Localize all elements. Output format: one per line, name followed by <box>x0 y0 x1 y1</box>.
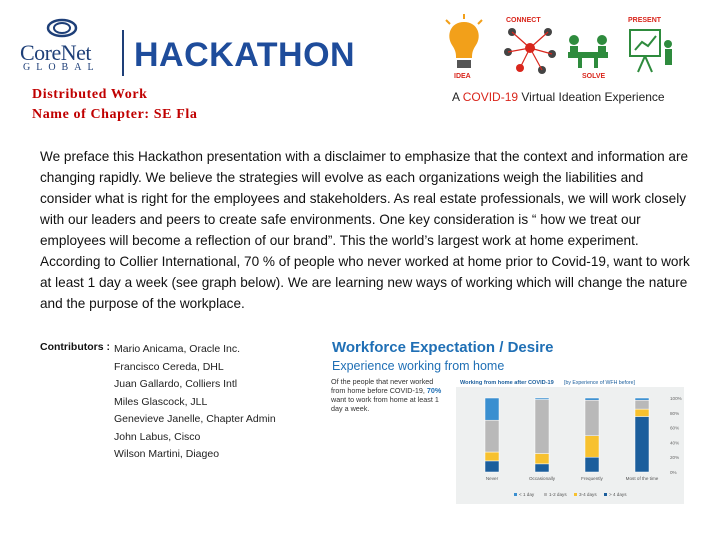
legend-swatch <box>544 493 547 496</box>
bar-segment <box>585 400 599 436</box>
chapter-name: Name of Chapter: SE Fla <box>32 107 198 122</box>
contributor-item: Genevieve Janelle, Chapter Admin <box>114 413 276 425</box>
contributor-item: John Labus, Cisco <box>114 430 201 443</box>
contributor-item: Wilson Martini, Diageo <box>114 448 220 460</box>
x-tick-label: Most of the time <box>625 476 659 481</box>
legend-swatch <box>604 493 607 496</box>
svg-text:IDEA: IDEA <box>454 73 471 80</box>
bar-segment <box>635 400 649 409</box>
bar-segment <box>635 417 649 473</box>
legend-label: > 4 days <box>609 492 627 497</box>
x-tick-label: Frequently <box>581 476 603 481</box>
legend-swatch <box>514 493 517 496</box>
contributor-item: Mario Anicama, Oracle Inc. <box>114 343 241 355</box>
logo-divider <box>122 30 124 76</box>
contributors-label: Contributors : <box>40 341 110 353</box>
svg-text:PRESENT: PRESENT <box>628 17 662 24</box>
highlight-percent: 70% <box>426 386 442 395</box>
network-icon <box>504 28 556 74</box>
x-tick-label: Occasionally <box>528 476 556 481</box>
chart-subtitle: [by Experience of WFH before] <box>564 380 635 386</box>
contributor-item: Miles Glascock, JLL <box>114 395 208 408</box>
hackathon-logo-text: HACKATHON <box>134 36 356 74</box>
bar-segment <box>585 457 599 472</box>
y-tick-label: 60% <box>670 425 680 431</box>
workforce-description: Of the people that never worked from home before COVID-19, 70% want to work from home at least 1 day a week. <box>331 377 442 413</box>
workforce-title: Workforce Expectation / Desire <box>332 339 554 356</box>
bar-segment <box>585 398 599 400</box>
contributor-item: Juan Gallardo, Colliers Intl <box>114 378 238 390</box>
wfh-chart-svg <box>456 376 684 504</box>
bar-segment <box>485 461 499 472</box>
global-logo-text: GLOBAL <box>23 62 100 73</box>
corenet-logo-text: CoreNet <box>20 40 92 65</box>
bar-segment <box>485 420 499 452</box>
slide-title: Distributed Work <box>32 87 148 102</box>
contributors-list <box>114 341 276 464</box>
bar-segment <box>635 409 649 416</box>
body-paragraph: We preface this Hackathon presentation with a disclaimer to emphasize that the context and information are changing rapidly. We believe the strategies will evolve as each organizations weigh the liabilities and consider what is right for the employees and stakeholders. As real estate professionals, we will work closely with our leaders and peers to create safe environments. One key consideration is “ how we treat our employees will become a reflection of our brand”. This the world’s largest work at home experiment. According to Collier International, 70 % of people who never worked at home prior to Covid-19, want to work at least 1 day a week (see graph below). We are learning new ways of working which will change the nature and the purpose of the workplace. <box>40 149 690 311</box>
chart-title: Working from home after COVID-19 <box>460 380 554 386</box>
y-tick-label: 100% <box>670 396 682 401</box>
bar-segment <box>485 398 499 420</box>
x-tick-label: Never <box>485 476 499 481</box>
solve-meeting-icon <box>568 35 608 68</box>
legend-swatch <box>574 493 577 496</box>
workforce-subtitle: Experience working from home <box>332 359 505 373</box>
svg-text:SOLVE: SOLVE <box>582 73 606 80</box>
corenet-logo-mark <box>46 18 78 38</box>
legend-label: < 1 day <box>519 492 535 497</box>
contributor-item: Francisco Cereda, DHL <box>114 360 224 373</box>
y-tick-label: 20% <box>670 455 680 461</box>
bar-segment <box>585 436 599 457</box>
legend-label: 3-4 days <box>579 492 597 497</box>
bar-segment <box>535 464 549 472</box>
lightbulb-icon <box>446 14 482 68</box>
bar-segment <box>535 398 549 399</box>
bar-segment <box>535 454 549 464</box>
tagline: A COVID-19 Virtual Ideation Experience <box>452 90 665 104</box>
y-tick-label: 40% <box>670 440 680 446</box>
svg-text:CONNECT: CONNECT <box>506 17 541 24</box>
y-tick-label: 0% <box>670 470 677 475</box>
bar-segment <box>535 399 549 453</box>
ideation-graphic <box>432 12 702 96</box>
bar-segment <box>635 398 649 400</box>
legend-label: 1-2 days <box>549 492 567 497</box>
bar-segment <box>485 452 499 461</box>
y-tick-label: 80% <box>670 410 680 416</box>
tagline-covid: COVID-19 <box>462 90 519 104</box>
presentation-icon <box>630 30 672 72</box>
wfh-chart <box>456 376 684 504</box>
